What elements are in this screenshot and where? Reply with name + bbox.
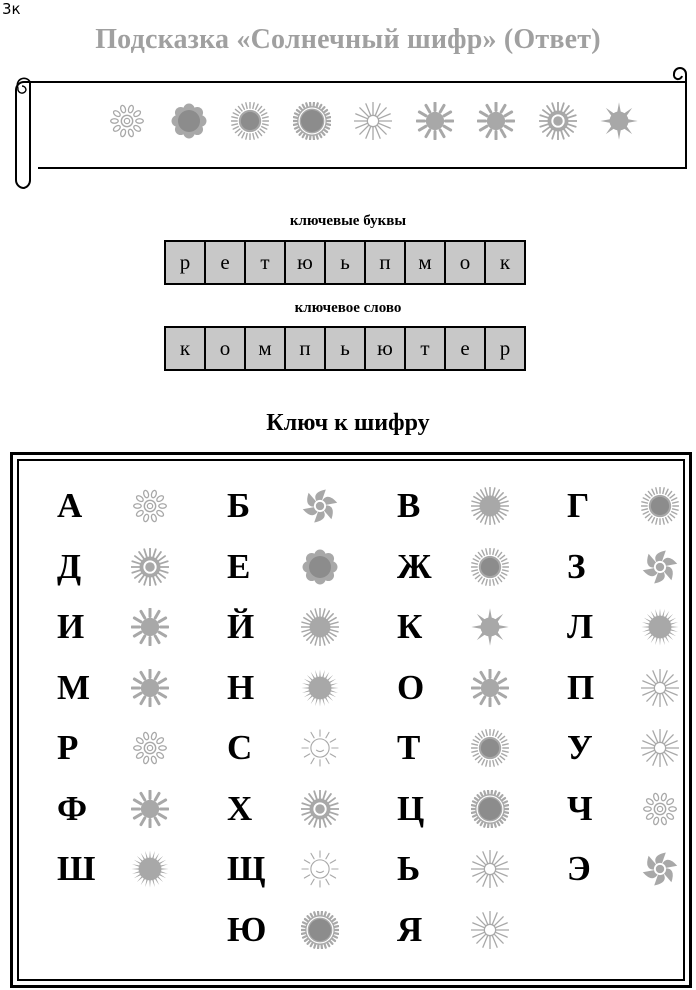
- sun-thin-icon: [354, 102, 392, 145]
- key-letter-cell: ю: [284, 240, 326, 285]
- sun-petal-icon: [641, 850, 679, 893]
- sun-big-icon: [301, 911, 339, 954]
- sun-dotted-icon: [131, 608, 169, 651]
- sun-spiky-icon: [641, 608, 679, 651]
- cipher-letter: П: [567, 667, 595, 707]
- sun-dotted-icon: [416, 102, 454, 145]
- cipher-entry: [397, 481, 557, 531]
- page-title: Подсказка «Солнечный шифр» (Ответ): [95, 24, 601, 55]
- sun-spiky-icon: [131, 850, 169, 893]
- key-word-letter-cell: п: [284, 326, 326, 371]
- cipher-letter: Э: [567, 849, 591, 888]
- corner-label: 3к: [2, 0, 21, 18]
- sun-dotted-icon: [131, 669, 169, 712]
- cipher-letter: Ю: [227, 909, 267, 949]
- cipher-letter: Т: [397, 728, 421, 767]
- key-word-letter-cell: р: [484, 326, 526, 371]
- cipher-entry: [57, 784, 217, 834]
- sun-swirl-icon: [301, 608, 339, 651]
- cipher-entry: [567, 784, 696, 834]
- cipher-letter: У: [567, 728, 593, 767]
- cipher-entry: [57, 602, 217, 652]
- key-letter-cell: о: [444, 240, 486, 285]
- key-letter-cell: ь: [324, 240, 366, 285]
- cipher-letter: Ч: [567, 788, 593, 828]
- cipher-entry: [227, 784, 387, 834]
- sun-ray-icon: [539, 102, 577, 145]
- cipher-entry: [567, 481, 696, 531]
- key-letters-row: [164, 240, 526, 285]
- key-word-letter-cell: е: [444, 326, 486, 371]
- cipher-letter: Я: [397, 909, 423, 949]
- cipher-letter: С: [227, 728, 253, 767]
- cipher-entry: [397, 602, 557, 652]
- key-letter-cell: р: [164, 240, 206, 285]
- cipher-entry: [397, 663, 557, 713]
- cipher-letter: Ф: [57, 788, 88, 828]
- sun-swirl-icon: [471, 487, 509, 530]
- key-letter-cell: т: [244, 240, 286, 285]
- cipher-entry: [567, 723, 696, 773]
- sun-thin-icon: [641, 729, 679, 772]
- cipher-letter: Д: [57, 546, 82, 586]
- cipher-entry: [57, 481, 217, 531]
- sun-pointed-icon: [471, 608, 509, 651]
- key-word-letter-cell: ь: [324, 326, 366, 371]
- sun-big-icon: [471, 790, 509, 833]
- cipher-letter: К: [397, 607, 423, 646]
- sun-thin-icon: [641, 669, 679, 712]
- key-word-letter-cell: к: [164, 326, 206, 371]
- cipher-letter: Х: [227, 788, 253, 828]
- sun-dotted-icon: [131, 790, 169, 833]
- sun-lined-icon: [641, 487, 679, 530]
- key-letter-cell: м: [404, 240, 446, 285]
- cipher-entry: [567, 542, 696, 592]
- cipher-entry: [567, 844, 696, 894]
- sun-petal-icon: [301, 487, 339, 530]
- sun-ring-icon: [131, 487, 169, 530]
- cipher-letter: Е: [227, 546, 251, 586]
- cipher-entry: [397, 905, 557, 955]
- cipher-key-grid: [17, 459, 685, 981]
- cipher-entry: [397, 844, 557, 894]
- cipher-entry: [227, 723, 387, 773]
- key-letter-cell: п: [364, 240, 406, 285]
- cipher-entry: [227, 542, 387, 592]
- scroll-sun-row: [100, 102, 640, 142]
- sun-dotted-icon: [471, 669, 509, 712]
- sun-thin-icon: [471, 911, 509, 954]
- key-word-letter-cell: ю: [364, 326, 406, 371]
- cipher-entry: [227, 663, 387, 713]
- cipher-letter: О: [397, 667, 425, 707]
- key-title: Ключ к шифру: [266, 410, 430, 436]
- sun-lined-icon: [231, 102, 269, 145]
- cipher-entry: [57, 542, 217, 592]
- sun-ray-icon: [131, 548, 169, 591]
- key-word-letter-cell: м: [244, 326, 286, 371]
- cipher-letter: Ь: [397, 849, 421, 888]
- cipher-entry: [227, 602, 387, 652]
- sun-lined-icon: [471, 548, 509, 591]
- cipher-entry: [227, 905, 387, 955]
- cipher-entry: [57, 844, 217, 894]
- cipher-entry: [227, 481, 387, 531]
- cipher-letter: М: [57, 667, 91, 707]
- sun-dotted-icon: [477, 102, 515, 145]
- sun-pointed-icon: [600, 102, 638, 145]
- scroll-banner: [10, 66, 694, 192]
- cipher-entry: [567, 663, 696, 713]
- cipher-letter: А: [57, 486, 83, 525]
- sun-ray-icon: [301, 790, 339, 833]
- cipher-entry: [227, 844, 387, 894]
- cipher-letter: И: [57, 607, 85, 646]
- sun-big-icon: [293, 102, 331, 145]
- cipher-entry: [397, 784, 557, 834]
- cipher-entry: [57, 723, 217, 773]
- cipher-letter: Ж: [397, 546, 432, 586]
- cipher-letter: Н: [227, 667, 255, 707]
- cipher-letter: Б: [227, 486, 251, 525]
- cipher-entry: [567, 602, 696, 652]
- cipher-letter: Ш: [57, 849, 96, 888]
- cipher-letter: Л: [567, 607, 594, 646]
- cipher-entry: [397, 542, 557, 592]
- sun-outline-icon: [301, 850, 339, 893]
- sun-lined-icon: [471, 729, 509, 772]
- cipher-letter: Г: [567, 486, 590, 525]
- cipher-letter: З: [567, 546, 586, 586]
- key-word-letter-cell: т: [404, 326, 446, 371]
- sun-thin-icon: [471, 850, 509, 893]
- key-word-label: ключевое слово: [294, 300, 402, 316]
- cipher-letter: Й: [227, 607, 255, 646]
- sun-ring-icon: [108, 102, 146, 145]
- key-letters-label: ключевые буквы: [289, 213, 407, 229]
- cipher-entry: [397, 723, 557, 773]
- sun-ring-icon: [131, 729, 169, 772]
- cipher-entry: [57, 663, 217, 713]
- key-letter-cell: е: [204, 240, 246, 285]
- key-word-letter-cell: о: [204, 326, 246, 371]
- key-letter-cell: к: [484, 240, 526, 285]
- sun-flower-icon: [170, 102, 208, 145]
- cipher-letter: Р: [57, 728, 79, 767]
- sun-ring-icon: [641, 790, 679, 833]
- sun-flower-icon: [301, 548, 339, 591]
- sun-petal-icon: [641, 548, 679, 591]
- cipher-key-box: [10, 452, 692, 988]
- sun-spiky-icon: [301, 669, 339, 712]
- sun-outline-icon: [301, 729, 339, 772]
- cipher-letter: В: [397, 486, 421, 525]
- key-word-row: [164, 326, 526, 371]
- cipher-letter: Ц: [397, 788, 425, 828]
- cipher-letter: Щ: [227, 849, 266, 888]
